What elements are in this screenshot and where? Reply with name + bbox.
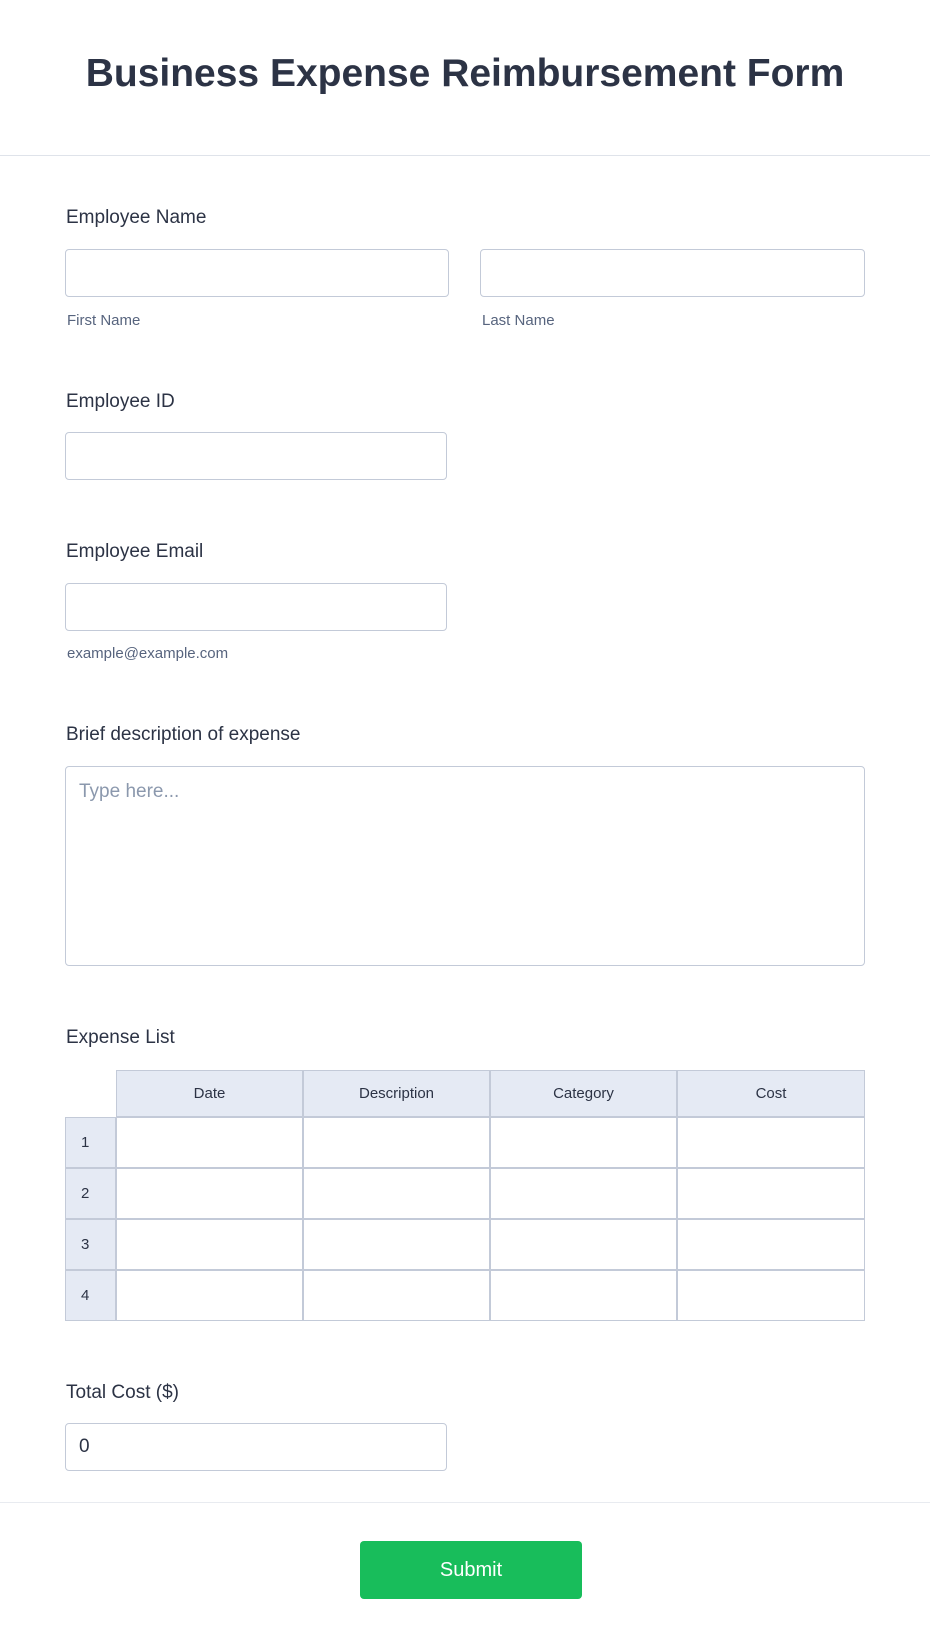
table-row: [65, 1270, 865, 1321]
first-name-input[interactable]: [65, 249, 449, 297]
column-header-description: Description: [303, 1070, 490, 1117]
employee-id-input[interactable]: [65, 432, 447, 480]
description-cell[interactable]: [303, 1117, 490, 1168]
form-title: Business Expense Reimbursement Form: [85, 52, 845, 95]
total-cost-input[interactable]: [65, 1423, 447, 1471]
cost-cell[interactable]: [677, 1168, 865, 1219]
column-header-cost: Cost: [677, 1070, 865, 1117]
employee-email-label: Employee Email: [66, 541, 204, 562]
table-row: [65, 1117, 865, 1168]
row-number: 2: [65, 1168, 116, 1219]
row-number: 1: [65, 1117, 116, 1168]
description-cell[interactable]: [303, 1168, 490, 1219]
expense-table: [65, 1070, 865, 1321]
last-name-input[interactable]: [480, 249, 865, 297]
cost-cell[interactable]: [677, 1117, 865, 1168]
total-cost-label: Total Cost ($): [66, 1382, 179, 1403]
date-cell[interactable]: [116, 1270, 303, 1321]
row-number: 3: [65, 1219, 116, 1270]
footer-divider: [0, 1502, 930, 1503]
last-name-sublabel: Last Name: [482, 312, 555, 329]
cost-cell[interactable]: [677, 1219, 865, 1270]
corner-cell: [65, 1070, 116, 1117]
category-cell[interactable]: [490, 1270, 677, 1321]
cost-cell[interactable]: [677, 1270, 865, 1321]
employee-name-label: Employee Name: [66, 207, 207, 228]
table-row: [65, 1219, 865, 1270]
table-header-row: [65, 1070, 865, 1117]
description-textarea[interactable]: [65, 766, 865, 966]
employee-id-label: Employee ID: [66, 391, 175, 412]
submit-button[interactable]: Submit: [360, 1541, 582, 1599]
table-row: [65, 1168, 865, 1219]
date-cell[interactable]: [116, 1219, 303, 1270]
description-placeholder: Type here...: [79, 781, 180, 802]
category-cell[interactable]: [490, 1168, 677, 1219]
category-cell[interactable]: [490, 1219, 677, 1270]
employee-email-input[interactable]: [65, 583, 447, 631]
column-header-date: Date: [116, 1070, 303, 1117]
email-sublabel: example@example.com: [67, 645, 229, 662]
description-cell[interactable]: [303, 1270, 490, 1321]
column-header-category: Category: [490, 1070, 677, 1117]
expense-list-label: Expense List: [66, 1027, 175, 1048]
first-name-sublabel: First Name: [67, 312, 141, 329]
description-label: Brief description of expense: [66, 724, 301, 745]
total-cost-value: 0: [79, 1436, 90, 1457]
category-cell[interactable]: [490, 1117, 677, 1168]
row-number: 4: [65, 1270, 116, 1321]
date-cell[interactable]: [116, 1168, 303, 1219]
form-header: [0, 0, 930, 156]
description-cell[interactable]: [303, 1219, 490, 1270]
date-cell[interactable]: [116, 1117, 303, 1168]
